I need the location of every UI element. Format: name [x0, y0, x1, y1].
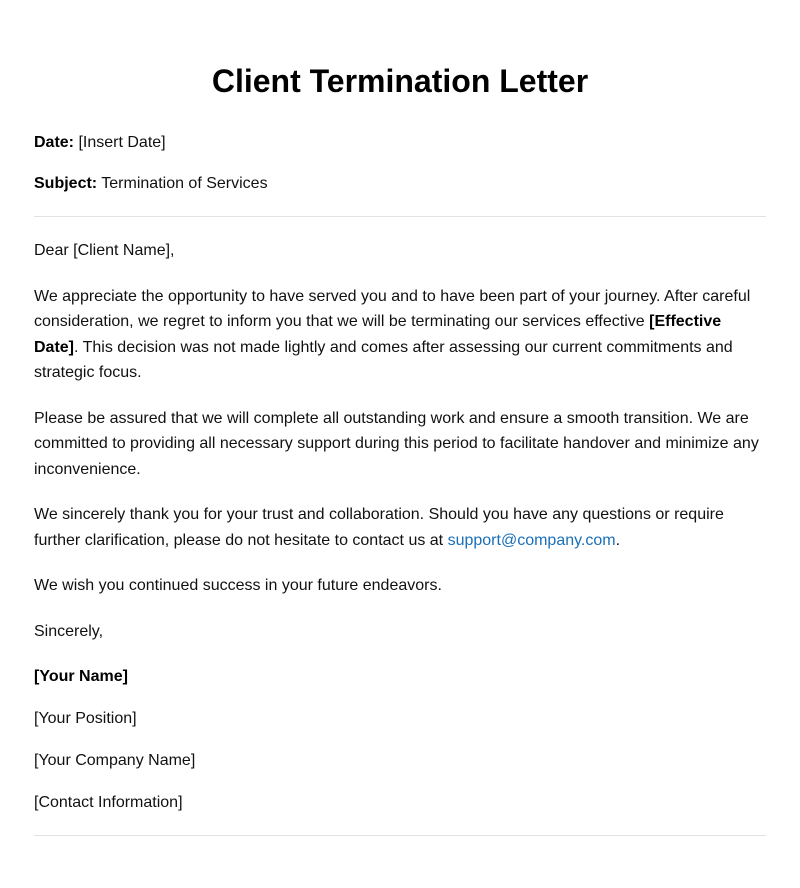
letter-title: Client Termination Letter [211, 63, 589, 99]
greeting: Dear [Client Name], [34, 242, 175, 259]
paragraph-1-text-a: We appreciate the opportunity to have served you and to have been part of your journey. After careful consideration, we regret to inform you that we will be terminating our services effective [34, 287, 751, 330]
subject-value: Termination of Services [101, 175, 268, 192]
signature-company: [Your Company Name] [34, 752, 196, 769]
effective-date-placeholder: [Effective Date] [34, 313, 722, 356]
paragraph-3-text: We sincerely thank you for your trust and collaboration. Should you have any questions or require further clarification, please do not hesitate to contact us at [34, 506, 724, 549]
paragraph-4: We wish you continued success in your future endeavors. [34, 577, 442, 594]
paragraph-2: Please be assured that we will complete all outstanding work and ensure a smooth transition. We are committed to providing all necessary support during this period to facilitate handover and minimize any inconvenience. [34, 409, 759, 478]
date-line [34, 130, 766, 155]
closing: Sincerely, [34, 622, 104, 640]
subject-line [34, 171, 766, 196]
signature-name: [Your Name] [34, 668, 128, 685]
top-divider [34, 216, 766, 217]
paragraph-1-text-b: . This decision was not made lightly and comes after assessing our current commitments and strategic focus. [34, 338, 733, 381]
support-email-link[interactable]: support@company.com [447, 531, 616, 549]
paragraph-1 [34, 284, 766, 386]
paragraph-3 [34, 502, 766, 553]
bottom-divider [34, 835, 766, 836]
subject-label: Subject: [34, 175, 98, 192]
date-value: [Insert Date] [78, 134, 166, 151]
letter-page [34, 0, 766, 836]
signature-contact: [Contact Information] [34, 794, 183, 811]
date-label: Date: [34, 134, 75, 151]
signature-position: [Your Position] [34, 710, 137, 727]
paragraph-3-end: . [615, 531, 621, 549]
